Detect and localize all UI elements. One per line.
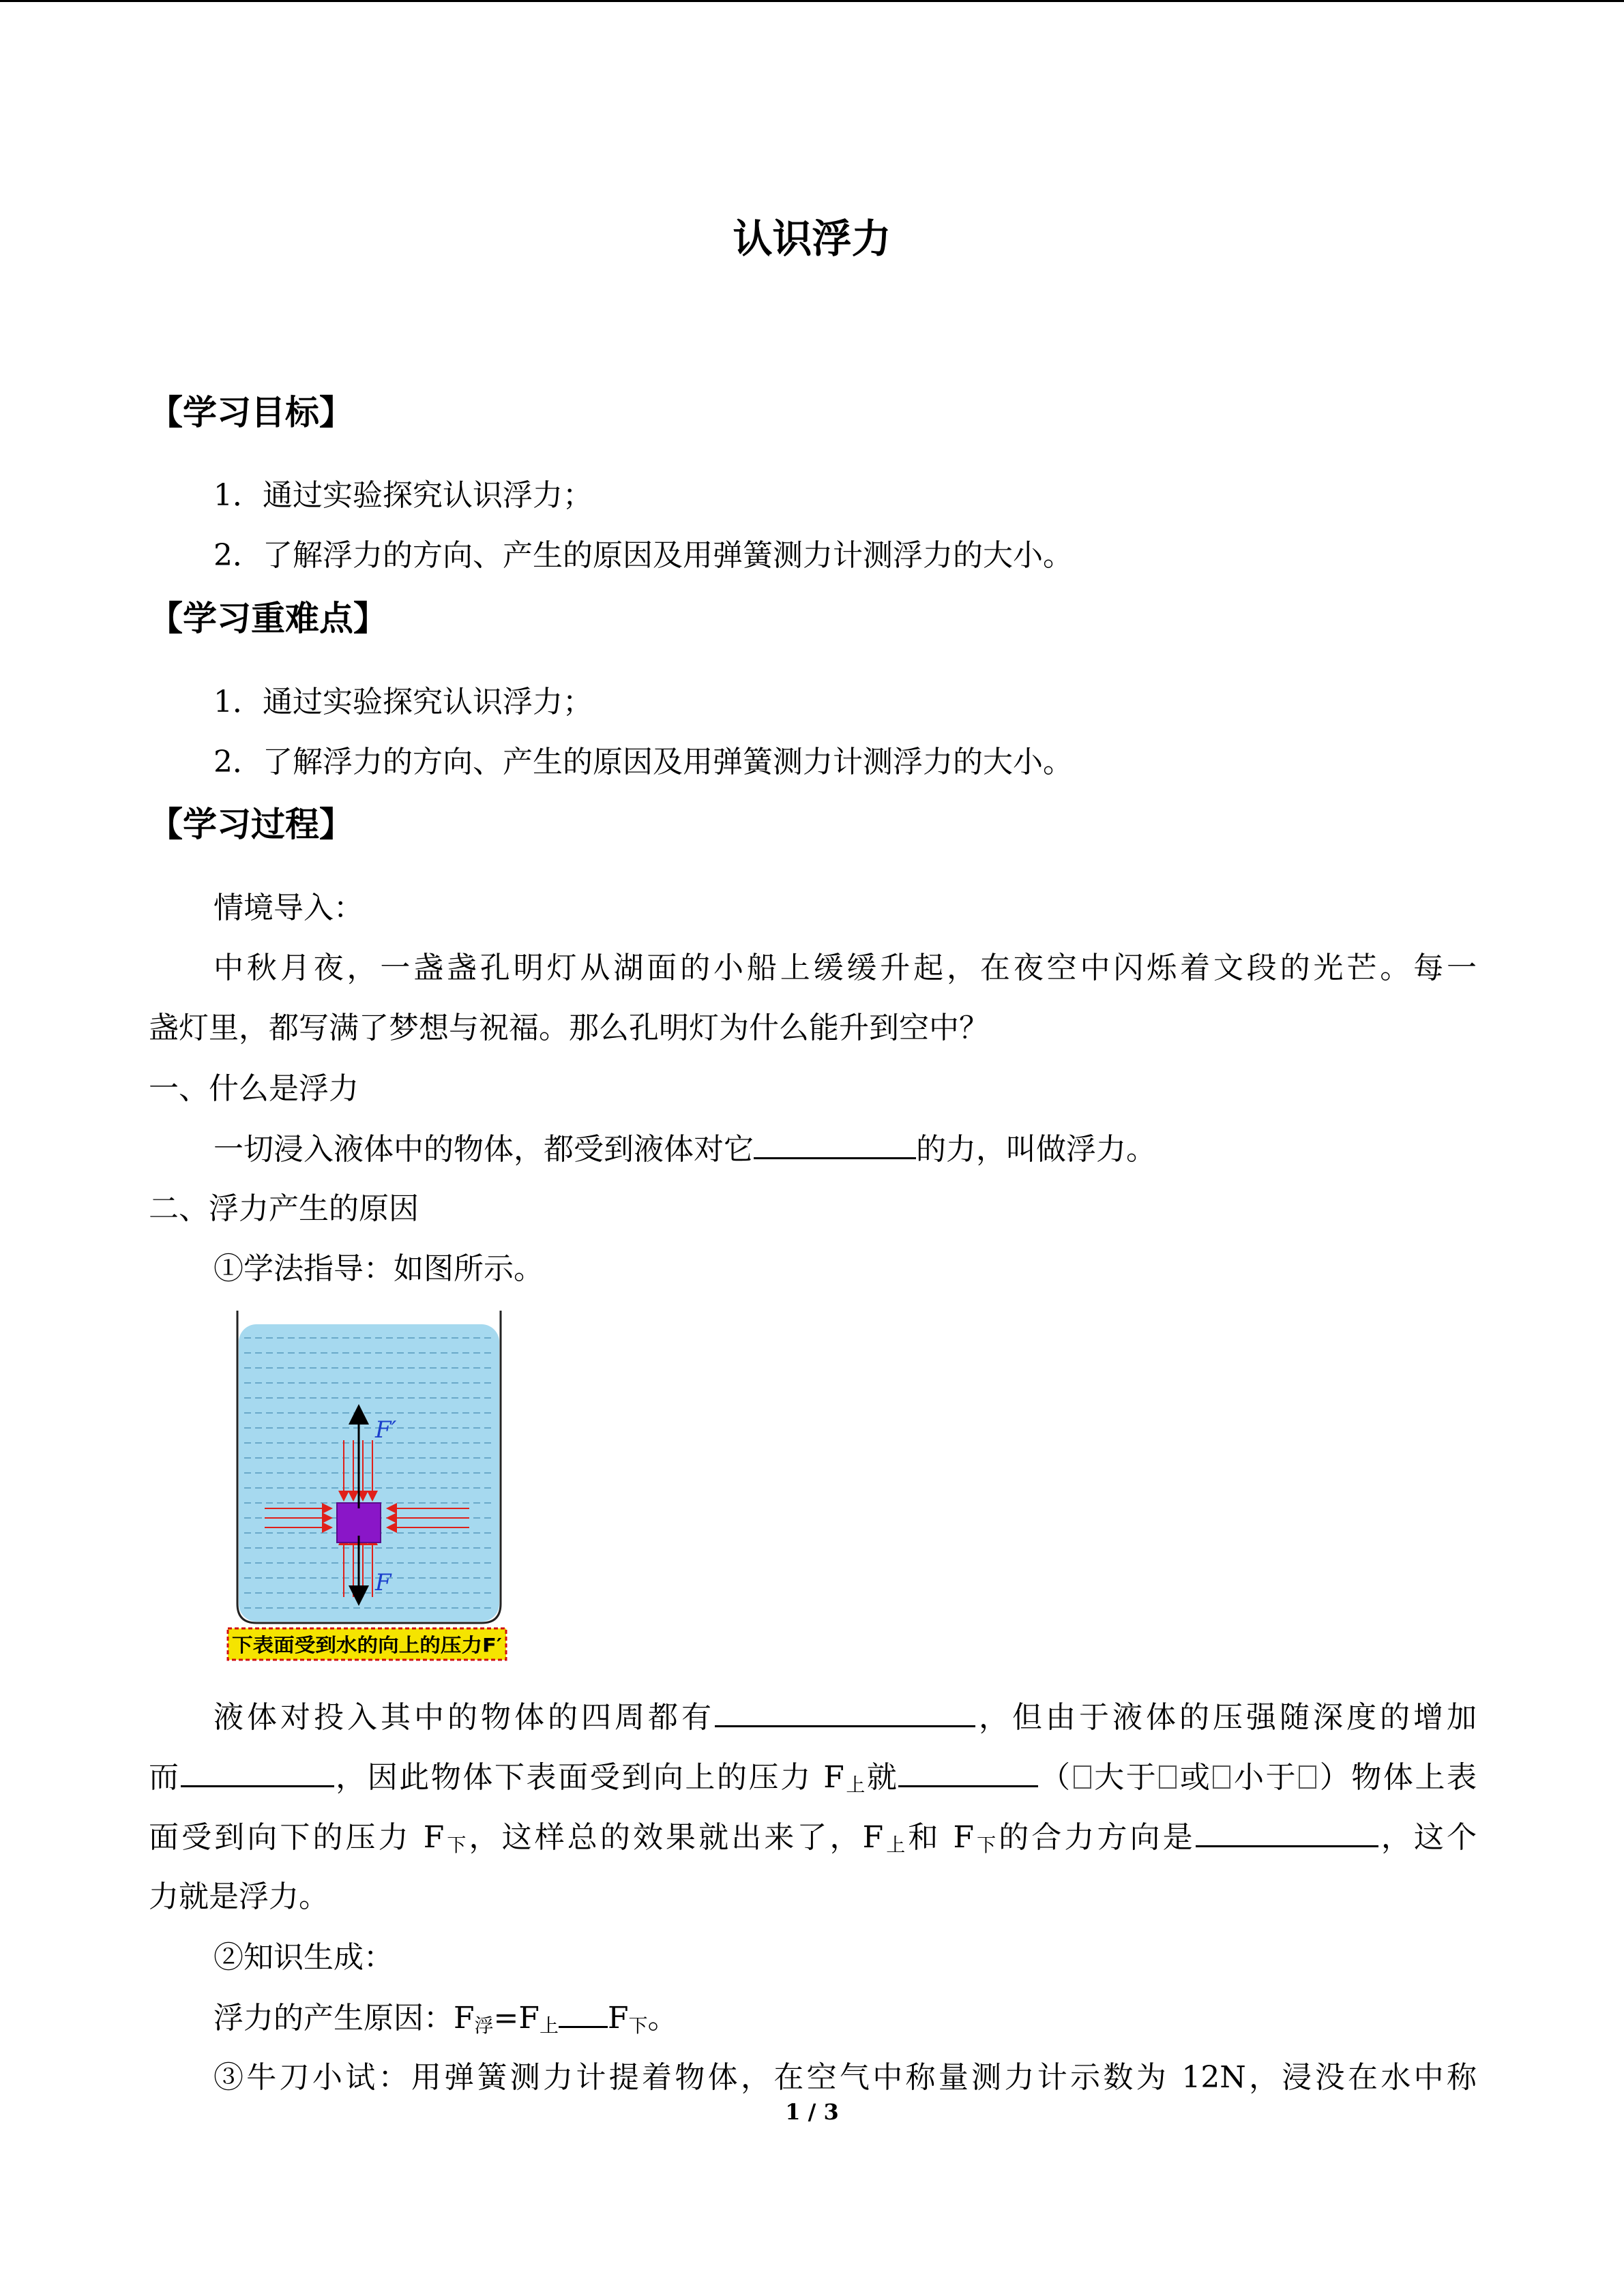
text-run: 就: [866, 1760, 899, 1795]
text-run: =F: [493, 2001, 540, 2036]
part1-text-b: 的力，叫做浮力。: [916, 1132, 1156, 1167]
text-run: 浮力的产生原因：F: [213, 2001, 475, 2036]
part2-heading: 二、浮力产生的原因: [149, 1191, 419, 1226]
text-run: （: [1038, 1760, 1072, 1795]
goal-item: 2．了解浮力的方向、产生的原因及用弹簧测力计测浮力的大小。: [213, 538, 1073, 573]
fill-blank[interactable]: [181, 1755, 334, 1787]
force-label-top: F′: [375, 1416, 397, 1444]
part2-paragraph-line: [213, 1695, 1477, 1740]
part2-paragraph-line: [149, 1755, 1477, 1807]
goal-item: 1．通过实验探究认识浮力；: [213, 478, 593, 513]
text-run: ，因此物体下表面受到向上的压力 F: [334, 1760, 844, 1795]
intro-paragraph-line: 盏灯里，都写满了梦想与祝福。那么孔明灯为什么能升到空中？: [149, 1011, 989, 1045]
option-box[interactable]: [1213, 1765, 1230, 1789]
text-run: 面受到向下的压力 F: [149, 1820, 445, 1855]
part1-text-a: 一切浸入液体中的物体，都受到液体对它: [213, 1132, 754, 1167]
part2-paragraph-end: 力就是浮力。: [149, 1879, 329, 1914]
fill-blank[interactable]: [715, 1695, 975, 1727]
section-heading-goals: 【学习目标】: [149, 393, 353, 432]
key-point-item: 2．了解浮力的方向、产生的原因及用弹簧测力计测浮力的大小。: [213, 745, 1073, 779]
fill-blank[interactable]: [754, 1127, 916, 1159]
figure-caption: 下表面受到水的向上的压力F′: [232, 1634, 502, 1656]
option-box[interactable]: [1159, 1765, 1177, 1789]
text-run: 或: [1178, 1760, 1212, 1795]
top-border: [0, 0, 1624, 2]
text-run: 而: [149, 1760, 181, 1795]
text-run: ，这样总的效果就出来了，F: [469, 1820, 884, 1855]
option-box[interactable]: [1299, 1765, 1316, 1789]
part1-sentence: [213, 1127, 1156, 1172]
section-heading-process: 【学习过程】: [149, 805, 353, 844]
subscript: 下: [628, 2014, 648, 2037]
part2-guide: ①学法指导：如图所示。: [213, 1251, 544, 1286]
subscript: 上: [883, 1834, 909, 1856]
text-run: 液体对投入其中的物体的四周都有: [213, 1700, 715, 1735]
formula-line: [213, 1996, 678, 2048]
intro-label: 情境导入：: [213, 891, 364, 925]
option-box[interactable]: [1074, 1765, 1091, 1789]
text-run: F: [607, 2001, 629, 2036]
fill-blank[interactable]: [1196, 1815, 1378, 1847]
text-run: 。: [647, 2001, 678, 2036]
section-heading-key-points: 【学习重难点】: [149, 599, 387, 638]
text-run: 大于: [1092, 1760, 1158, 1795]
force-label-bottom: F: [375, 1569, 392, 1596]
subscript: 下: [974, 1834, 999, 1856]
page-title: 认识浮力: [733, 215, 891, 262]
page-number: 1 / 3: [785, 2099, 839, 2125]
key-point-item: 1．通过实验探究认识浮力；: [213, 685, 593, 719]
knowledge-label: ②知识生成：: [213, 1940, 394, 1975]
subscript: 下: [444, 1834, 469, 1856]
fill-blank[interactable]: [559, 1996, 608, 2028]
buoyancy-diagram: [224, 1304, 510, 1664]
subscript: 上: [844, 1774, 867, 1796]
part2-paragraph-line: [149, 1815, 1477, 1867]
subscript: 上: [539, 2014, 559, 2037]
try-line: ③牛刀小试：用弹簧测力计提着物体，在空气中称量测力计示数为 12N，浸没在水中称: [213, 2060, 1477, 2095]
water-tank: [237, 1311, 501, 1623]
text-run: ）物体上表: [1318, 1760, 1477, 1795]
text-run: ，这个: [1378, 1820, 1477, 1855]
intro-paragraph-line: 中秋月夜，一盏盏孔明灯从湖面的小船上缓缓升起，在夜空中闪烁着文段的光芒。每一: [213, 951, 1477, 985]
text-run: ，但由于液体的压强随深度的增加: [975, 1700, 1477, 1735]
text-run: 和 F: [908, 1820, 975, 1855]
fill-blank[interactable]: [898, 1755, 1038, 1787]
text-run: 小于: [1232, 1760, 1298, 1795]
subscript: 浮: [474, 2014, 494, 2037]
figure-caption-box: [228, 1628, 506, 1660]
part1-heading: 一、什么是浮力: [149, 1071, 359, 1106]
text-run: 的合力方向是: [999, 1820, 1196, 1855]
